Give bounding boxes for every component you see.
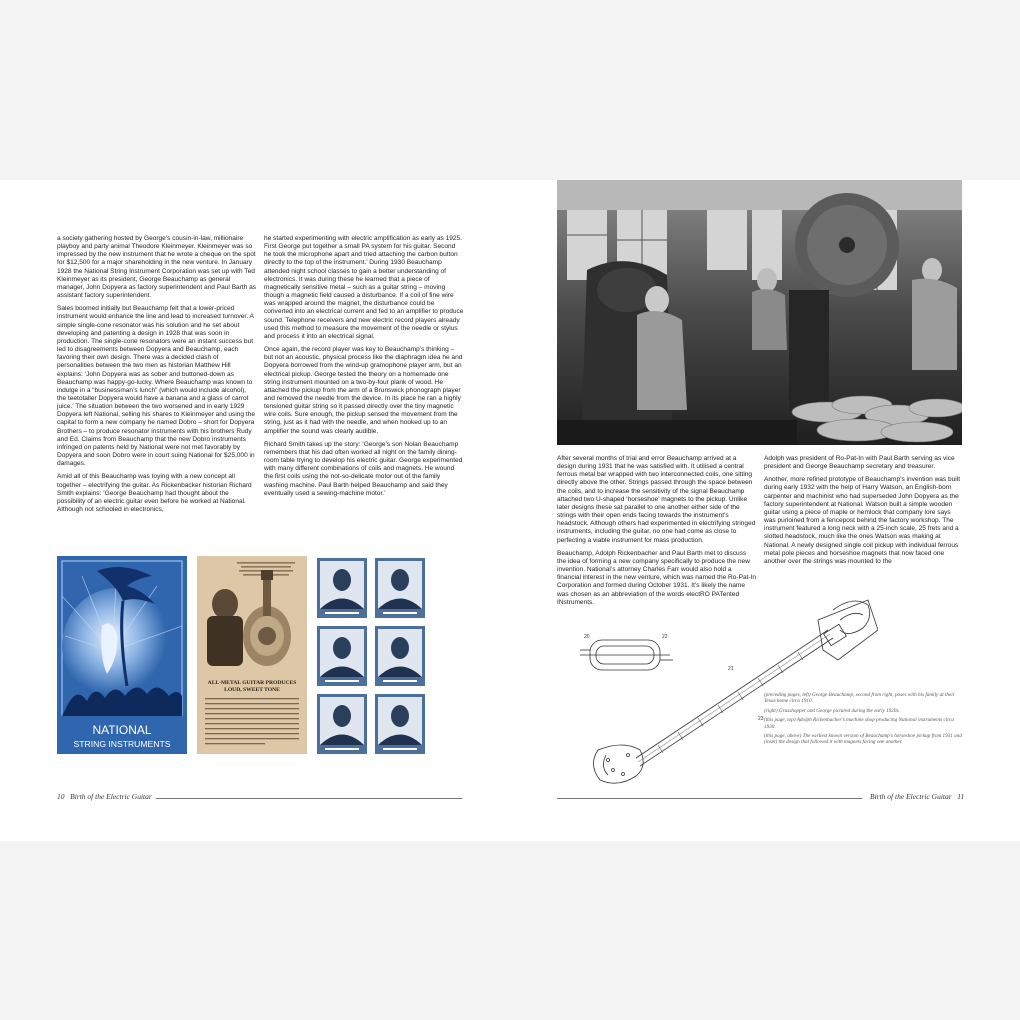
- portrait-photo: [317, 626, 367, 686]
- national-poster-image: [57, 556, 187, 754]
- portrait-photo: [375, 694, 425, 754]
- svg-text:20: 20: [584, 634, 590, 640]
- book-spread: [0, 180, 1020, 841]
- paragraph: Richard Smith takes up the story: ‘George’s son Nolan Beauchamp remembers that his dad often worked all night on the family dining-room table trying to develop his electric guitar. George experimented with many different combinations of coils and magnets. He wound the first coils using the not-so-delicate motor out of the family washing machine. Paul Barth helped Beauchamp and said they eventually used a sewing-machine motor.’: [264, 440, 463, 497]
- portrait-photo: [317, 694, 367, 754]
- paragraph: Beauchamp, Adolph Rickenbacher and Paul Barth met to discuss the idea of forming a new company specifically to produce the new invention. National’s attorney Charles Farr would also hold a financial interest in the new venture, which was named the Ro-Pat-In Corporation and formed during October 1931. It’s likely the name was chosen as an abbreviation of the words electRO PATented INstruments.: [557, 549, 757, 606]
- left-page: [0, 180, 510, 841]
- right-column-2: [764, 455, 964, 571]
- left-folio: [57, 792, 152, 801]
- svg-text:21: 21: [728, 666, 734, 672]
- photo-captions: [764, 692, 964, 749]
- footer-rule: [156, 798, 462, 799]
- paragraph: he started experimenting with electric amplification as early as 1925. First George put together a small PA system for his guitar. Second he took the microphone apart and tried attaching the carbon button directly to the top of the instrument.’ During 1930 Beauchamp attended night school classes to gain a better understanding of electronics. It was during these he learned that a piece of magnetically sensitive metal – such as a guitar string – moving though a magnetic field caused a disturbance. If a coil of fine wire was wrapped around the magnet, the disturbance could be converted into an electrical current and fed to an amplifier to produce sound. Telephone receivers and new electric record players already used this method to measure the movement of the needle or stylus and process it into an electrical signal.: [264, 235, 464, 340]
- right-folio: [870, 792, 964, 801]
- left-column-2: [264, 235, 464, 503]
- paragraph: Once again, the record player was key to Beauchamp’s thinking – but not an acoustic, physical process like the diaphragm idea he and Dopyera borrowed from the wind-up gramophone player arm, but an electrical pickup. George tested the theory on a homemade one string instrument mounted on a two-by-four plank of wood. He attached the pickup from the arm of a Brunswick phonograph player and removed the needle from the device. In its place he ran a highly tensioned guitar string so it passed directly over the tiny magnetic wire coils. Sure enough, the pickup sensed the movement from the string, just as it had with the needle, and when hooked up to an amplifier the sound was clearly audible.: [264, 346, 463, 435]
- running-title: Birth of the Electric Guitar: [70, 792, 152, 801]
- page-number: 11: [957, 792, 965, 801]
- portrait-photo: [317, 558, 367, 618]
- portrait-photo: [375, 558, 425, 618]
- page-number: 10: [57, 792, 65, 801]
- caption: (this page, top) Adolph Rickenbacher’s machine shop producing National instruments circa 1930.: [764, 717, 954, 730]
- footer-rule: [557, 798, 862, 799]
- caption: (preceding pages, left) George Beauchamp, second from right, poses with his family at their Texas home circa 1910.: [764, 692, 955, 705]
- paragraph: After several months of trial and error Beauchamp arrived at a design during 1931 that he was satisfied with. It utilised a central ferrous metal bar wrapped with two interconnected coils, one sitting directly above the other. Strings passed through the space between the coils, and to increase the sensitivity of the signal Beauchamp attached two U-shaped ‘horseshoe’ magnets to the pickup. Unlike later designs these sat parallel to one another either side of the strings with their open ends facing towards the instrument’s headstock. Although others had experimented in electrifying stringed instruments, including the guitar, no one had come as close to perfecting a viable instrument for mass production.: [557, 455, 756, 544]
- portrait-grid-image: [316, 556, 428, 754]
- paragraph: Another, more refined prototype of Beauchamp’s invention was built during early 1932 with the help of Harry Watson, an English-born carpenter and machinist who had superseded John Dopyera as the factory superintendent at National. Watson built a simple wooden guitar using a piece of maple or hemlock that company lore says was purloined from a fencepost behind the factory workshop. The instrument featured a long neck with a 25-inch scale, 25 frets and a slotted headstock, much like the ones Watson was making at National. A newly designed single coil pickup with individual ferrous metal pole pieces and horseshoe magnets that now faced one another over the strings was mounted to the: [764, 476, 961, 565]
- poster-title: NATIONAL: [92, 723, 152, 737]
- paragraph: Sales boomed initially but Beauchamp felt that a lower-priced instrument would enhance the line and lead to increased turnover. A simple single-cone resonator was his solution and he set about developing and patenting a design in 1928 that was soon in production. The single-cone resonators were an instant success but led to disagreements between Dopyera and Beauchamp, each favoring their own design. There was a decided clash of personalities between the two men as historian Matthew Hill explains: ‘John Dopyera was as sober and buttoned-down as Beauchamp was happy-go-lucky. Where Beauchamp was known to indulge in a “businessman’s lunch” (which would include alcohol), the teetotaller Dopyera would have a banana and a glass of carrot juice.’ The situation between the two worsened and in early 1929 Dopyera left National, selling his shares to Kleinmeyer and using the capital to form a new company he named Dobro – short for Dopyera Brothers – to produce resonator instruments with his brothers Rudy and Ed. Claims from Beauchamp that the new Dobro instruments infringed on patents held by National were not met favorably by Dopyera and soon Dobro were in court suing National for $25,000 in damages.: [57, 305, 255, 468]
- poster-subtitle: STRING INSTRUMENTS: [73, 739, 171, 749]
- svg-text:23: 23: [758, 716, 764, 722]
- svg-text:LOUD, SWEET TONE: LOUD, SWEET TONE: [224, 687, 280, 693]
- caption: (right) Grasshopper and George pictured during the early 1920s.: [764, 707, 900, 714]
- paragraph: a society gathering hosted by George’s cousin-in-law, millionaire playboy and party animal Theodore Kleinmeyer. Kleinmeyer was so impressed by the new instrument that he wrote a cheque on the spot for $12,500 for a major shareholding in the new venture. In January 1928 the National String Instrument Corporation was set up with Ted Kleinmeyer as its president, George Beauchamp as general manager, John Dopyera as factory superintendent and Paul Barth as assistant factory superintendent.: [57, 235, 257, 300]
- paragraph: Adolph was president of Ro-Pat-In with Paul Barth serving as vice president and George Beauchamp secretary and treasurer.: [764, 455, 955, 471]
- paragraph: Amid all of this Beauchamp was toying with a new concept all together – electrifying the guitar. As Rickenbacker historian Richard Smith explains: ‘George Beauchamp had thought about the possibility of an electric guitar even before he worked at National. Although not schooled in electronics,: [57, 473, 252, 513]
- newspaper-clipping-image: [197, 556, 307, 754]
- right-page: [510, 180, 1020, 841]
- portrait-photo: [375, 626, 425, 686]
- left-column-1: [57, 235, 257, 519]
- machine-shop-photo: [557, 180, 962, 445]
- right-column-1: [557, 455, 757, 612]
- caption: (this page, above) The earliest known version of Beauchamp’s horseshoe pickup from 1931 and (inset) the design that followed it with magnets facing one another.: [764, 733, 962, 746]
- svg-text:ALL-METAL GUITAR PRODUCES: ALL-METAL GUITAR PRODUCES: [207, 680, 297, 686]
- svg-text:22: 22: [662, 634, 668, 640]
- running-title: Birth of the Electric Guitar: [870, 792, 952, 801]
